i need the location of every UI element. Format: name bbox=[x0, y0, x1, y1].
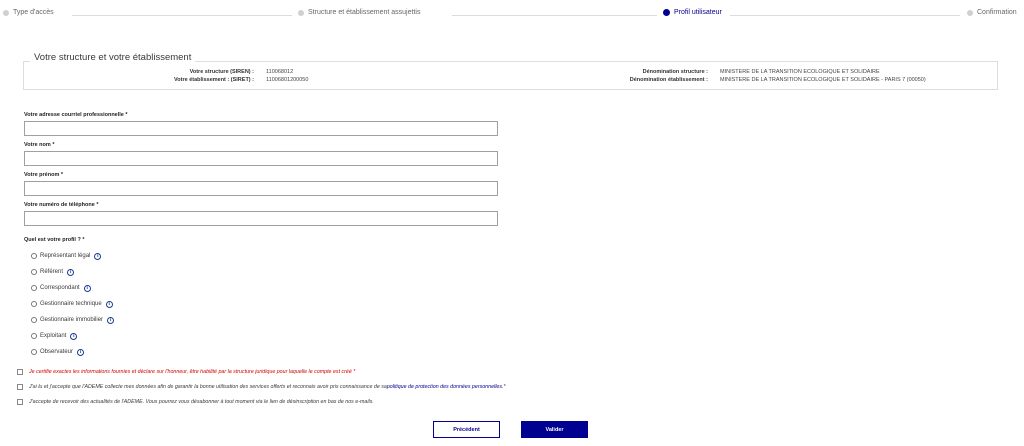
info-icon[interactable]: i bbox=[70, 333, 77, 340]
telephone-field[interactable] bbox=[24, 211, 498, 226]
radio-button[interactable] bbox=[31, 349, 37, 355]
gdpr-label[interactable]: J'ai lu et j'accepte que l'ADEME collecte mes données afin de garantir la bonne utilisation des services offerts et reconnais avoir pris connaissance de sa bbox=[29, 384, 387, 390]
radio-observateur[interactable] bbox=[31, 347, 84, 357]
info-icon[interactable]: i bbox=[106, 301, 113, 308]
step-type-acces bbox=[3, 9, 54, 16]
email-label: Votre adresse courriel professionnelle * bbox=[24, 112, 128, 118]
radio-label[interactable]: Exploitant bbox=[40, 333, 67, 339]
gdpr-checkbox[interactable] bbox=[17, 384, 23, 390]
structure-legend: Votre structure et votre établissement bbox=[30, 52, 195, 63]
step-structure bbox=[298, 9, 420, 16]
radio-label[interactable]: Gestionnaire immobilier bbox=[40, 317, 104, 323]
radio-button[interactable] bbox=[31, 317, 37, 323]
step-label: Confirmation bbox=[977, 9, 1017, 16]
previous-button[interactable]: Précédent bbox=[433, 421, 500, 438]
step-dot-icon bbox=[298, 10, 304, 16]
step-label: Profil utilisateur bbox=[674, 9, 722, 16]
step-label: Type d'accès bbox=[13, 9, 54, 16]
step-dot-active-icon bbox=[663, 9, 670, 16]
info-icon[interactable]: i bbox=[107, 317, 114, 324]
certify-checkbox-row[interactable] bbox=[17, 367, 355, 377]
gdpr-required-mark: .* bbox=[501, 384, 506, 390]
progress-stepper bbox=[0, 9, 1024, 23]
radio-button[interactable] bbox=[31, 269, 37, 275]
radio-button[interactable] bbox=[31, 253, 37, 259]
radio-button[interactable] bbox=[31, 301, 37, 307]
step-dot-icon bbox=[967, 10, 973, 16]
newsletter-checkbox[interactable] bbox=[17, 399, 23, 405]
nom-label: Votre nom * bbox=[24, 142, 55, 148]
step-confirmation bbox=[967, 9, 1017, 16]
step-label: Structure et établissement assujettis bbox=[308, 9, 421, 16]
siren-value: 110068012 bbox=[266, 69, 294, 75]
step-profil-utilisateur bbox=[663, 9, 722, 16]
info-icon[interactable]: i bbox=[67, 269, 74, 276]
radio-referent[interactable] bbox=[31, 267, 74, 277]
radio-correspondant[interactable] bbox=[31, 283, 91, 293]
privacy-policy-link[interactable]: politique de protection des données personnelles bbox=[386, 384, 502, 390]
email-field[interactable] bbox=[24, 121, 498, 136]
radio-gestionnaire-immobilier[interactable] bbox=[31, 315, 114, 325]
nom-field[interactable] bbox=[24, 151, 498, 166]
radio-button[interactable] bbox=[31, 333, 37, 339]
denomination-structure-value: MINISTERE DE LA TRANSITION ECOLOGIQUE ET SOLIDAIRE bbox=[720, 69, 880, 75]
radio-representant-legal[interactable] bbox=[31, 251, 101, 261]
denomination-etablissement-value: MINISTERE DE LA TRANSITION ECOLOGIQUE ET SOLIDAIRE - PARIS 7 (00050) bbox=[720, 77, 926, 83]
prenom-field[interactable] bbox=[24, 181, 498, 196]
radio-label[interactable]: Représentant légal bbox=[40, 253, 91, 259]
radio-label[interactable]: Gestionnaire technique bbox=[40, 301, 102, 307]
certify-checkbox[interactable] bbox=[17, 369, 23, 375]
siret-value: 11006801200050 bbox=[266, 77, 309, 83]
radio-label[interactable]: Référent bbox=[40, 269, 64, 275]
validate-button[interactable]: Valider bbox=[521, 421, 588, 438]
gdpr-checkbox-row[interactable] bbox=[17, 382, 506, 392]
info-icon[interactable]: i bbox=[94, 253, 101, 260]
prenom-label: Votre prénom * bbox=[24, 172, 64, 178]
certify-label[interactable]: Je certifie exactes les informations fournies et déclare sur l'honneur, être habilité par la structure juridique pour laquelle le compte est créé * bbox=[29, 369, 356, 375]
info-icon[interactable]: i bbox=[84, 285, 91, 292]
denomination-etablissement-label: Dénomination établissement : bbox=[629, 77, 708, 83]
profile-question: Quel est votre profil ? * bbox=[24, 237, 85, 243]
denomination-structure-label: Dénomination structure : bbox=[642, 69, 708, 75]
siren-label: Votre structure (SIREN) : bbox=[189, 69, 254, 75]
radio-button[interactable] bbox=[31, 285, 37, 291]
radio-exploitant[interactable] bbox=[31, 331, 77, 341]
step-connector bbox=[452, 15, 657, 16]
radio-gestionnaire-technique[interactable] bbox=[31, 299, 113, 309]
step-connector bbox=[730, 15, 960, 16]
siret-label: Votre établissement : (SIRET) : bbox=[174, 77, 254, 83]
radio-label[interactable]: Observateur bbox=[40, 349, 74, 355]
radio-label[interactable]: Correspondant bbox=[40, 285, 80, 291]
step-connector bbox=[72, 15, 292, 16]
info-icon[interactable]: i bbox=[77, 349, 84, 356]
newsletter-checkbox-row[interactable] bbox=[17, 397, 374, 407]
newsletter-label[interactable]: J'accepte de recevoir des actualités de l'ADEME. Vous pourrez vous désabonner à tout moment via le lien de désinscription en bas de nos e-mails. bbox=[29, 399, 374, 405]
telephone-label: Votre numéro de téléphone * bbox=[24, 202, 99, 208]
step-dot-icon bbox=[3, 10, 9, 16]
